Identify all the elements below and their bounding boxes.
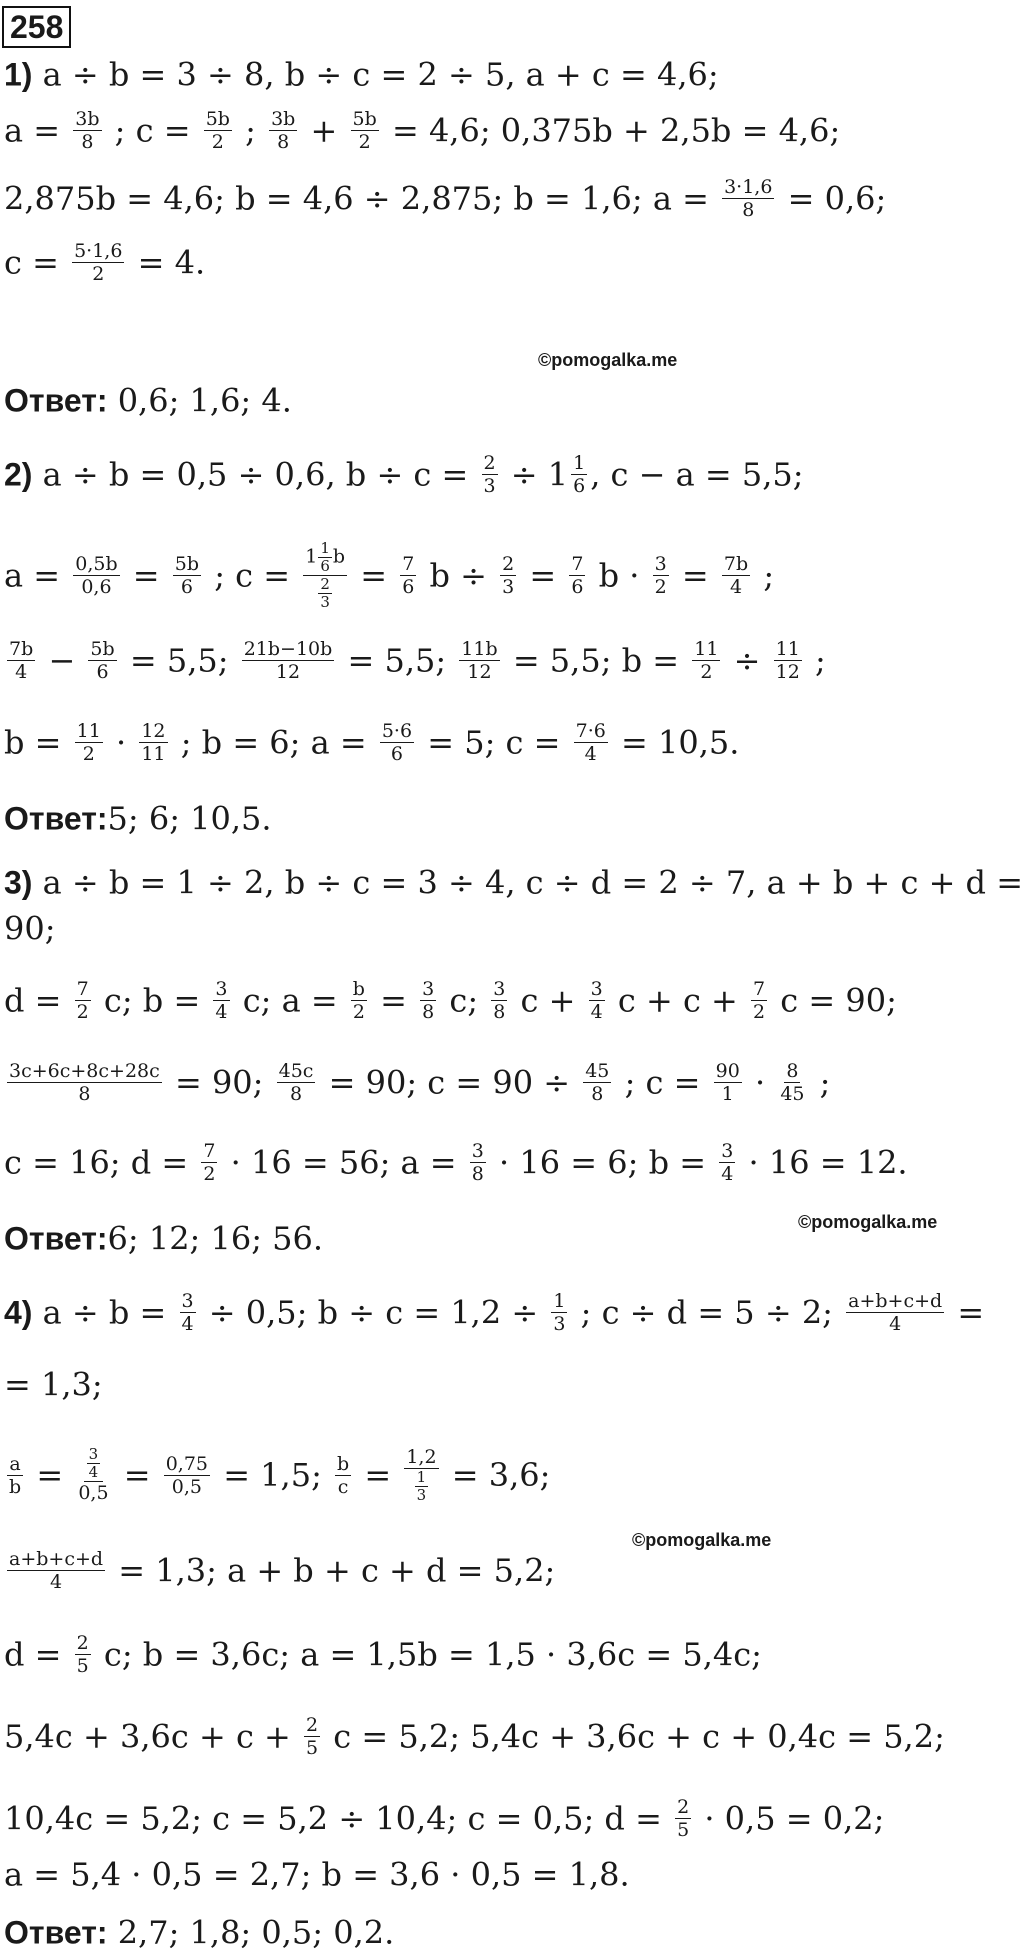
fraction: $\frac{12}{11}$ <box>141 720 166 765</box>
p1-answer <box>4 378 292 421</box>
p3-answer <box>4 1216 323 1259</box>
p3-line3: $\frac{3c+6c+8c+28c}{8}$ = 90; $\frac{45c}{8}$ = 90; c = 90 ÷ $\frac{45}{8}$ ; c = $\frac{90}{1}$ · $\frac{8}{45}$ ; <box>9 1060 831 1105</box>
fraction: $\frac{11}{12}$ <box>775 638 800 683</box>
fraction: $\frac{7\cdot 6}{4}$ <box>575 720 606 765</box>
p3-line1b: 90; <box>4 909 56 948</box>
fraction: $\frac{90}{1}$ <box>715 1060 740 1105</box>
part-number: 4) <box>4 1294 33 1331</box>
p1-line1 <box>4 52 719 95</box>
fraction: $\frac{3}{4}$ <box>215 978 228 1023</box>
fraction: $\frac{3b}{8}$ <box>75 108 100 153</box>
p4-line3: $\frac{a+b+c+d}{4}$ = 1,3; a + b + c + d = 5,2; <box>9 1548 556 1593</box>
fraction: $\frac{a}{b}$ <box>9 1452 22 1498</box>
fraction: $\frac{3}{8}$ <box>471 1140 484 1185</box>
fraction: $\frac{5b}{6}$ <box>90 638 115 683</box>
part-number: 1) <box>4 56 33 93</box>
p4-line2: $\frac{a}{b}$ = $\frac{\frac{3}{4}}{0,5}$ = $\frac{0,75}{0,5}$ = 1,5; $\frac{b}{c}$ = $\frac{1,2}{\frac{1}{3}}$ = 3,6; <box>9 1445 551 1504</box>
fraction: $\frac{2}{5}$ <box>76 1632 89 1677</box>
complex-fraction: 1 $\frac{1}{6}$ b $\frac{2}{3}$ <box>305 539 346 611</box>
fraction: $\frac{3}{2}$ <box>654 553 667 598</box>
fraction: $\frac{a+b+c+d}{4}$ <box>9 1548 104 1593</box>
fraction: $\frac{7}{2}$ <box>753 978 766 1023</box>
fraction: $\frac{0,75}{0,5}$ <box>165 1452 209 1498</box>
answer-label: Ответ: <box>4 1914 108 1951</box>
p4-line1: 4) a ÷ b = $\frac{3}{4}$ ÷ 0,5; b ÷ c = 1,2 ÷ $\frac{1}{3}$ ; c ÷ d = 5 ÷ 2; $\frac{a+b+c+d}{4}$ = <box>4 1290 985 1335</box>
p4-line6: 10,4c = 5,2; c = 5,2 ÷ 10,4; c = 0,5; d = $\frac{2}{5}$ · 0,5 = 0,2; <box>4 1796 885 1841</box>
watermark-text: ©pomogalka.me <box>632 1530 772 1550</box>
fraction: $\frac{a+b+c+d}{4}$ <box>848 1290 943 1335</box>
p2-line3: $\frac{7b}{4}$ − $\frac{5b}{6}$ = 5,5; $\frac{21b-10b}{12}$ = 5,5; $\frac{11b}{12}$ = 5,5; b = $\frac{11}{2}$ ÷ $\frac{11}{12}$ ; <box>9 638 826 683</box>
fraction: $\frac{45c}{8}$ <box>278 1060 314 1105</box>
fraction: $\frac{2}{5}$ <box>677 1796 690 1841</box>
watermark-text: ©pomogalka.me <box>538 350 678 370</box>
p4-line1b: = 1,3; <box>4 1365 103 1404</box>
fraction: $\frac{3b}{8}$ <box>271 108 296 153</box>
p3-line1: 3) a ÷ b = 1 ÷ 2, b ÷ c = 3 ÷ 4, c ÷ d = 2 ÷ 7, a + b + c + d = <box>4 863 1023 902</box>
fraction: $\frac{11b}{12}$ <box>461 638 498 683</box>
p2-line1: 2) a ÷ b = 0,5 ÷ 0,6, b ÷ c = $\frac{2}{3}$ ÷ 1 $\frac{1}{6}$ , c − a = 5,5; <box>4 452 804 497</box>
fraction: $\frac{0,5b}{0,6}$ <box>75 553 118 598</box>
fraction: $\frac{1}{6}$ <box>573 452 586 497</box>
watermark-text: ©pomogalka.me <box>798 1212 938 1232</box>
fraction: $\frac{1}{3}$ <box>553 1290 566 1335</box>
fraction: $\frac{7b}{4}$ <box>9 638 34 683</box>
complex-fraction: $\frac{\frac{3}{4}}{0,5}$ <box>78 1445 109 1504</box>
fraction: $\frac{b}{2}$ <box>352 978 365 1023</box>
fraction: $\frac{2}{3}$ <box>502 553 515 598</box>
p1-line2: a = $\frac{3b}{8}$ ; c = $\frac{5b}{2}$ ; $\frac{3b}{8}$ + $\frac{5b}{2}$ = 4,6; 0,375b + 2,5b = 4,6; <box>4 108 841 153</box>
fraction: $\frac{7}{6}$ <box>571 553 584 598</box>
p4-line4: d = $\frac{2}{5}$ c; b = 3,6c; a = 1,5b = 1,5 · 3,6c = 5,4c; <box>4 1632 762 1677</box>
p3-line4: c = 16; d = $\frac{7}{2}$ · 16 = 56; a = $\frac{3}{8}$ · 16 = 6; b = $\frac{3}{4}$ · 16 = 12. <box>4 1140 908 1185</box>
fraction: $\frac{2}{3}$ <box>483 452 496 497</box>
answer-label: Ответ: <box>4 382 108 419</box>
fraction: $\frac{5b}{2}$ <box>205 108 230 153</box>
p3-line2: d = $\frac{7}{2}$ c; b = $\frac{3}{4}$ c; a = $\frac{b}{2}$ = $\frac{3}{8}$ c; $\frac{3}{8}$ c + $\frac{3}{4}$ c + c + $\frac{7}{2}$ c = 90; <box>4 978 897 1023</box>
fraction: $\frac{7}{6}$ <box>402 553 415 598</box>
fraction: $\frac{7}{2}$ <box>76 978 89 1023</box>
fraction: $\frac{3}{4}$ <box>181 1290 194 1335</box>
fraction: $\frac{8}{45}$ <box>780 1060 805 1105</box>
fraction: $\frac{2}{5}$ <box>306 1714 319 1759</box>
fraction: $\frac{3}{8}$ <box>422 978 435 1023</box>
answer-label: Ответ: <box>4 1220 108 1257</box>
answer-label: Ответ: <box>4 800 108 837</box>
complex-fraction: $\frac{1,2}{\frac{1}{3}}$ <box>406 1446 437 1504</box>
p4-line7: a = 5,4 · 0,5 = 2,7; b = 3,6 · 0,5 = 1,8. <box>4 1855 630 1894</box>
p2-answer <box>4 796 272 839</box>
fraction: $\frac{21b-10b}{12}$ <box>243 638 333 683</box>
part-number: 2) <box>4 456 33 493</box>
fraction: $\frac{45}{8}$ <box>585 1060 610 1105</box>
fraction: $\frac{7b}{4}$ <box>723 553 749 598</box>
fraction: $\frac{5\cdot 1,6}{2}$ <box>74 240 123 285</box>
fraction: $\frac{11}{2}$ <box>76 720 101 765</box>
answer-value: 5; 6; 10,5. <box>107 799 272 838</box>
fraction: $\frac{5b}{2}$ <box>352 108 377 153</box>
answer-value: 6; 12; 16; 56. <box>107 1219 324 1258</box>
fraction: $\frac{5\cdot 6}{6}$ <box>381 720 413 765</box>
fraction: $\frac{3c+6c+8c+28c}{8}$ <box>9 1060 160 1105</box>
fraction: $\frac{3}{4}$ <box>590 978 603 1023</box>
fraction: $\frac{11}{2}$ <box>694 638 719 683</box>
math-text: a ÷ b = 3 ÷ 8, b ÷ c = 2 ÷ 5, a + c = 4,6; <box>42 55 719 94</box>
fraction: $\frac{5b}{6}$ <box>174 553 200 598</box>
p2-line4: b = $\frac{11}{2}$ · $\frac{12}{11}$ ; b = 6; a = $\frac{5\cdot 6}{6}$ = 5; c = $\frac{7\cdot 6}{4}$ = 10,5. <box>4 720 740 765</box>
fraction: $\frac{3\cdot 1,6}{8}$ <box>724 176 773 221</box>
p1-line3: 2,875b = 4,6; b = 4,6 ÷ 2,875; b = 1,6; a = $\frac{3\cdot 1,6}{8}$ = 0,6; <box>4 176 887 221</box>
fraction: $\frac{3}{8}$ <box>493 978 506 1023</box>
fraction: $\frac{b}{c}$ <box>337 1452 350 1498</box>
fraction: $\frac{7}{2}$ <box>203 1140 216 1185</box>
p2-line2: a = $\frac{0,5b}{0,6}$ = $\frac{5b}{6}$ ; c = 1 $\frac{1}{6}$ b $\frac{2}{3}$ = $\frac{7}{6}$ b ÷ $\frac{2}{3}$ = $\frac{7}{6}$ b · $\frac{3}{2}$ = $\frac{7b}{4}$ ; <box>4 539 775 611</box>
answer-value: 0,6; 1,6; 4. <box>107 381 292 420</box>
p1-line4: c = $\frac{5\cdot 1,6}{2}$ = 4. <box>4 240 206 285</box>
fraction: $\frac{3}{4}$ <box>721 1140 734 1185</box>
part-number: 3) <box>4 864 33 901</box>
p4-answer <box>4 1910 394 1953</box>
p4-line5: 5,4c + 3,6c + c + $\frac{2}{5}$ c = 5,2; 5,4c + 3,6c + c + 0,4c = 5,2; <box>4 1714 945 1759</box>
answer-value: 2,7; 1,8; 0,5; 0,2. <box>107 1913 395 1952</box>
problem-number-badge: 258 <box>2 6 71 48</box>
